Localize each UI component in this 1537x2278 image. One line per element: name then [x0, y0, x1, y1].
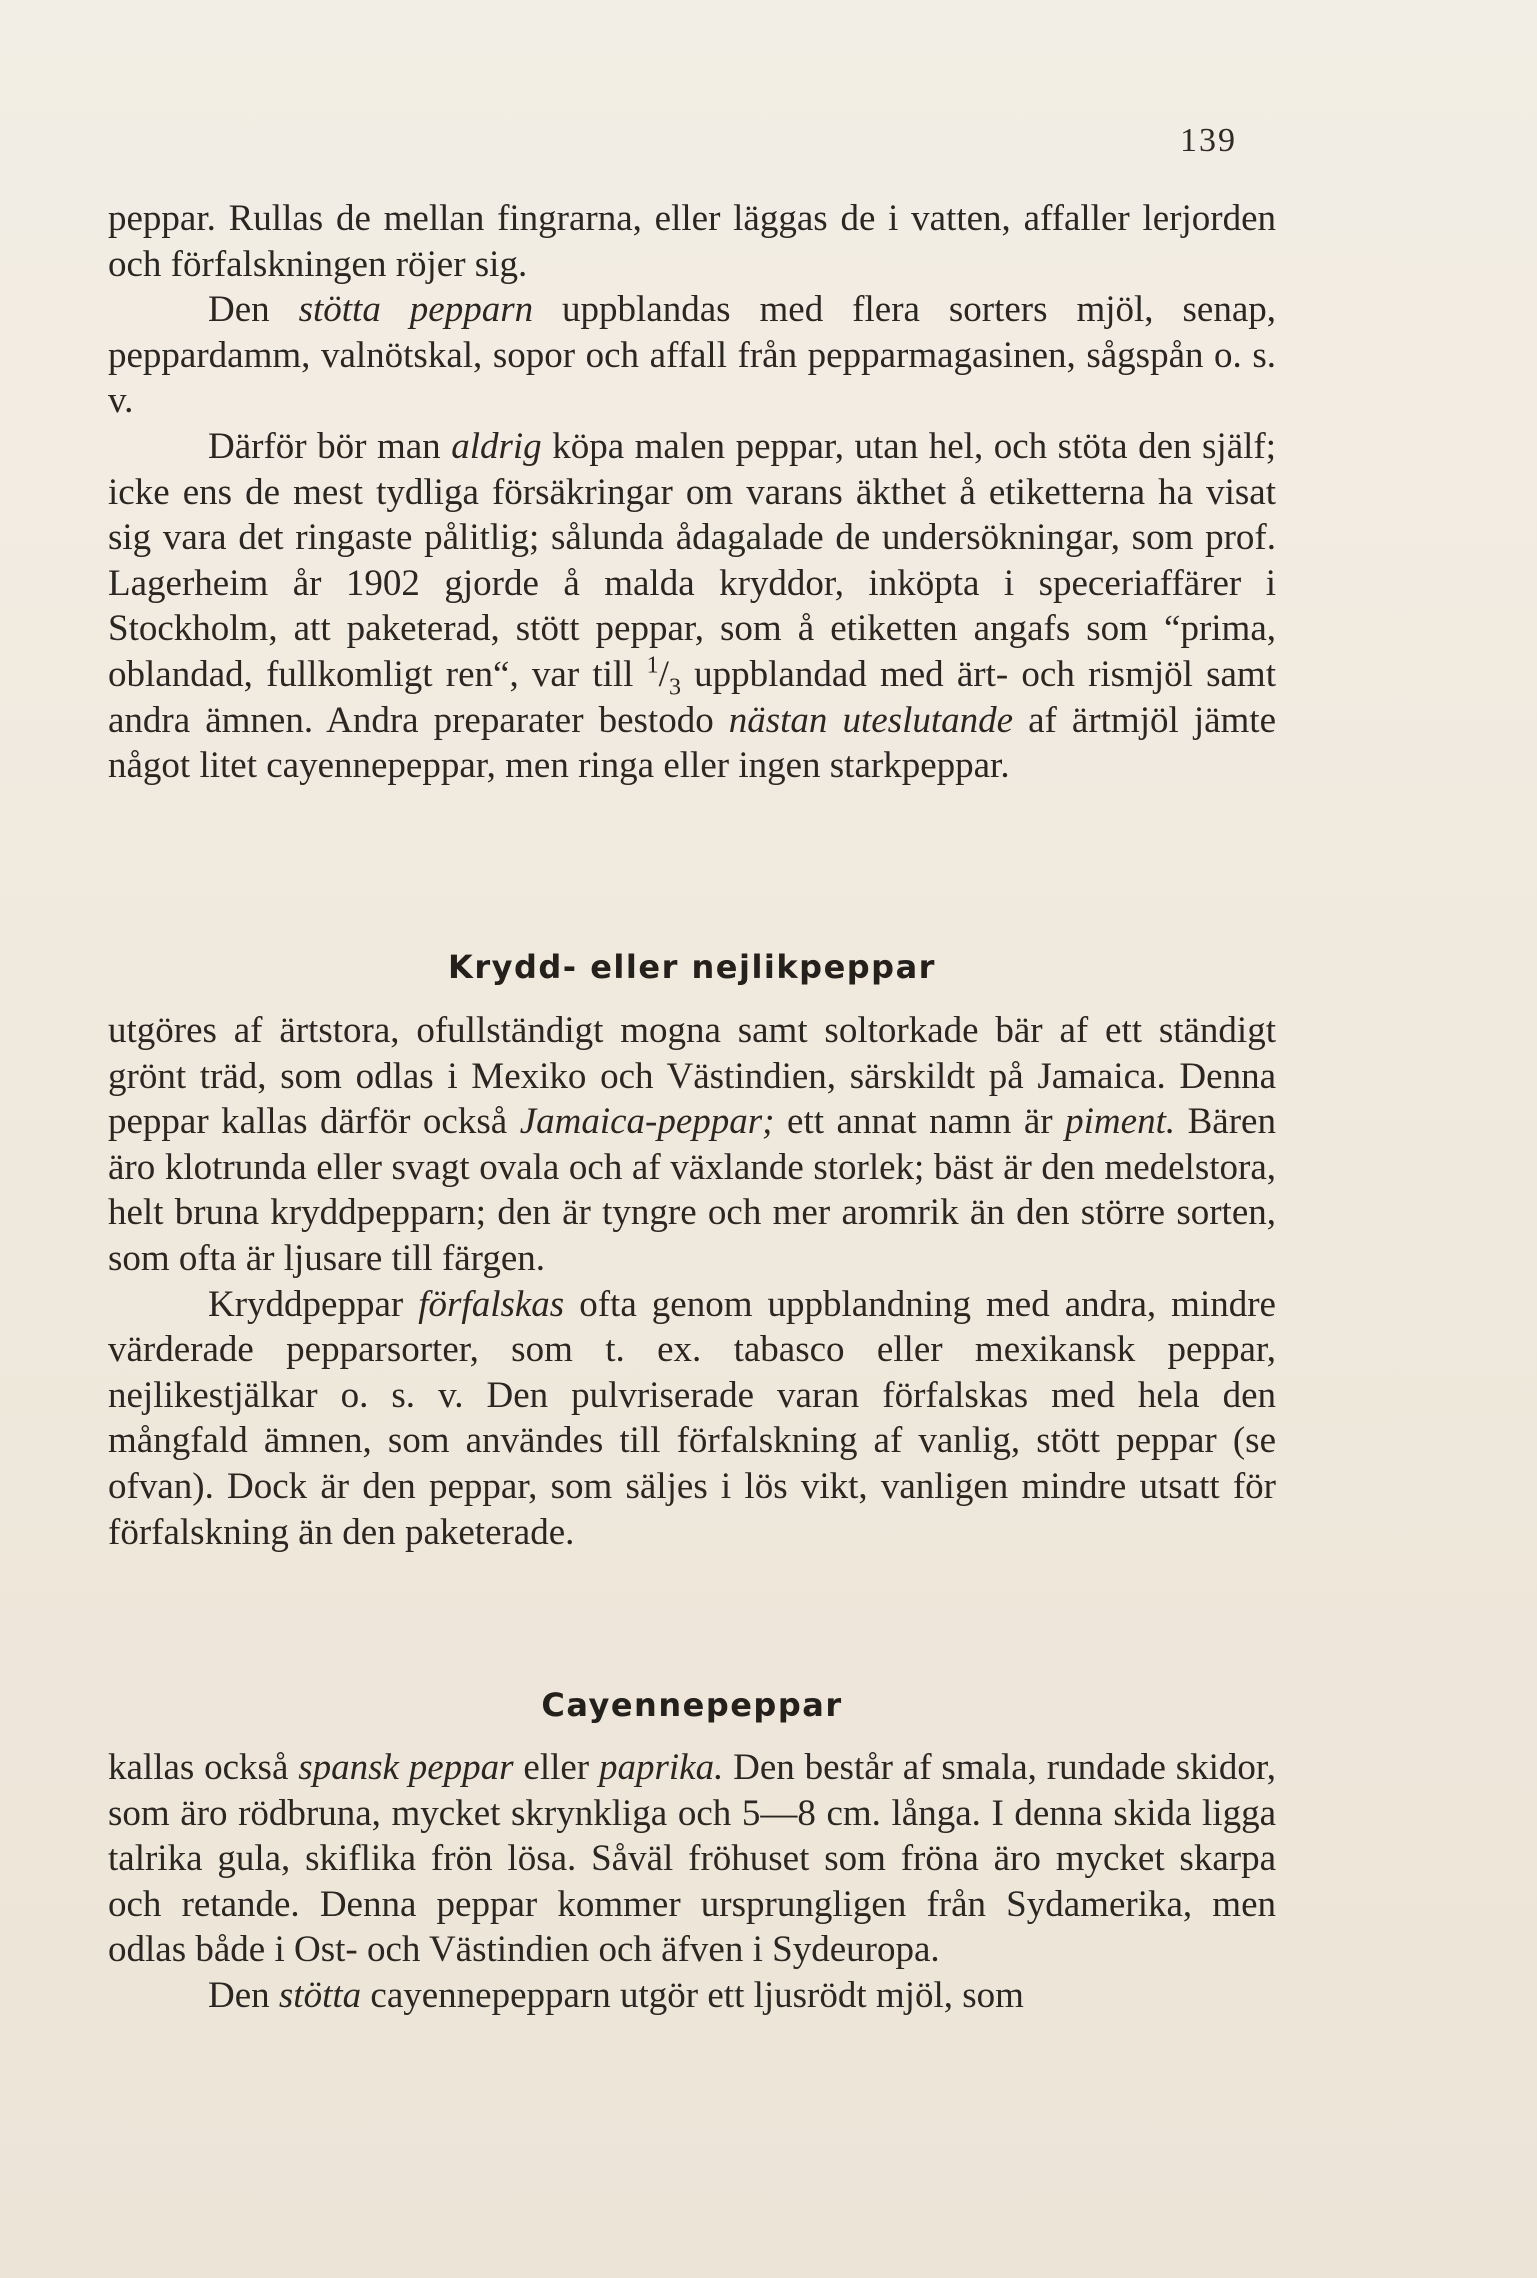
- paragraph: utgöres af ärtstora, ofullständigt mogna samt soltorkade bär af ett ständigt grönt träd, som odlas i Mexiko och Västindien, särskildt på Jamaica. Denna peppar kallas därför också Jamaica-peppar; ett annat namn är piment. Bären äro klotrunda eller svagt ovala och af växlande storlek; bäst är den medelstora, helt bruna kryddpepparn; den är tyngre och mer aromrik än den större sorten, som ofta är ljusare till färgen.: [108, 1010, 1276, 1279]
- paragraph: kallas också spansk peppar eller paprika. Den består af smala, rundade skidor, som äro rödbruna, mycket skrynkliga och 5—8 cm. långa. I denna skida ligga talrika gula, skiflika frön lösa. Såväl fröhuset som fröna äro mycket skarpa och retande. Denna peppar kommer ursprungligen från Sydamerika, men odlas både i Ost- och Västindien och äfven i Sydeuropa.: [108, 1747, 1277, 1971]
- emphasis: nästan uteslutande: [728, 699, 1014, 741]
- paragraph: Den stötta pepparn uppblandas med flera sorters mjöl, senap, peppardamm, valnötskal, sopor och affall från pepparmagasinen, sågspån o. s. v.: [108, 289, 1276, 422]
- fraction-numerator: 1: [646, 652, 659, 679]
- emphasis: förfalskas: [418, 1283, 565, 1325]
- emphasis: paprika.: [598, 1747, 724, 1788]
- emphasis: piment.: [1065, 1101, 1176, 1143]
- paragraph: peppar. Rullas de mellan fingrarna, eller läggas de i vatten, affaller lerjorden och förfalskningen röjer sig.: [108, 198, 1276, 285]
- emphasis: aldrig: [451, 425, 542, 467]
- emphasis: Jamaica-peppar;: [519, 1101, 775, 1143]
- emphasis: spansk peppar: [298, 1747, 514, 1788]
- emphasis: stötta pepparn: [298, 289, 534, 331]
- section-heading-cayennepeppar: Cayennepeppar: [541, 1686, 843, 1724]
- page-number: 139: [1180, 122, 1237, 159]
- section-heading-kryddpeppar: Krydd- eller nejlikpeppar: [448, 948, 936, 986]
- emphasis: stötta: [278, 1974, 362, 2016]
- paragraph: Kryddpeppar förfalskas ofta genom uppblandning med andra, mindre värderade pepparsorter, som t. ex. tabasco eller mexikansk peppar, nejlikestjälkar o. s. v. Den pulvriserade varan förfalskas med hela den mångfald ämnen, som användes till förfalskning af vanlig, stött peppar (se ofvan). Dock är den peppar, som säljes i lös vikt, vanligen mindre utsatt för förfalskning än den paketerade.: [108, 1283, 1276, 1553]
- fraction-slash: /: [658, 653, 669, 695]
- paragraph: Den stötta cayennepepparn utgör ett ljusrödt mjöl, som: [208, 1974, 1024, 2016]
- text-section-1: [108, 196, 1276, 789]
- text-section-2: [108, 1008, 1276, 1555]
- text-section-3: [108, 1745, 1276, 2019]
- fraction-denominator: 3: [668, 674, 681, 701]
- paragraph: Därför bör man aldrig köpa malen peppar, utan hel, och stöta den själf; icke ens de mest tydliga försäkringar om varans äkthet å etiketterna ha visat sig vara det ringaste pålitlig; sålunda ådagalade de undersökningar, som prof. Lagerheim år 1902 gjorde å malda kryddor, inköpta i speceriaffärer i Stockholm, att paketerad, stött peppar, som å etiketten angafs som “prima, oblandad, fullkomligt ren“, var till $^1/_3$ uppblandad med ärt- och rismjöl samt andra ämnen. Andra preparater bestodo nästan uteslutande af ärtmjöl jämte något litet cayennepeppar, men ringa eller ingen starkpeppar.: [108, 425, 1276, 787]
